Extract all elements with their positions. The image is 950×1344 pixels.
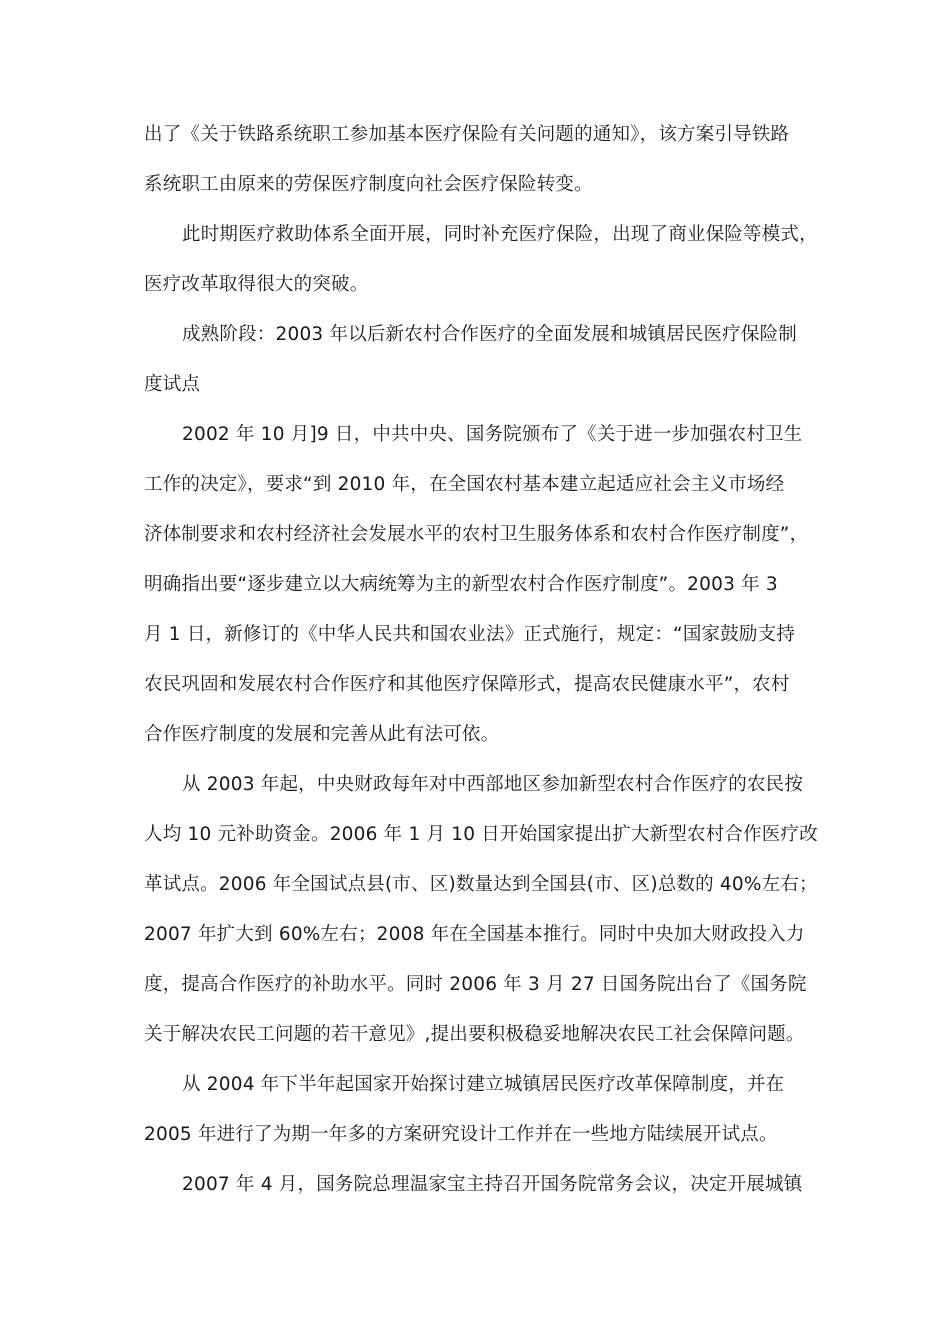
text-line: 出了《关于铁路系统职工参加基本医疗保险有关问题的通知》，该方案引导铁路 [144, 124, 790, 145]
text-line: 此时期医疗救助体系全面开展，同时补充医疗保险，出现了商业保险等模式， [182, 224, 818, 245]
text-line: 成熟阶段：2003 年以后新农村合作医疗的全面发展和城镇居民医疗保险制 [182, 324, 797, 345]
text-line: 济体制要求和农村经济社会发展水平的农村卫生服务体系和农村合作医疗制度”， [144, 524, 809, 545]
text-line: 2007 年扩大到 60%左右；2008 年在全国基本推行。同时中央加大财政投入力 [144, 924, 805, 945]
text-line: 医疗改革取得很大的突破。 [144, 274, 369, 295]
text-line: 度试点 [144, 374, 201, 395]
text-line: 明确指出要“逐步建立以大病统筹为主的新型农村合作医疗制度”。2003 年 3 [144, 574, 778, 595]
text-line: 2002 年 10 月]9 日，中共中央、国务院颁布了《关于进一步加强农村卫生 [182, 424, 803, 445]
text-line: 合作医疗制度的发展和完善从此有法可依。 [144, 724, 500, 745]
text-line: 从 2004 年下半年起国家开始探讨建立城镇居民医疗改革保障制度，并在 [182, 1074, 785, 1095]
text-line: 革试点。2006 年全国试点县(市、区)数量达到全国县(市、区)总数的 40%左右； [144, 874, 818, 895]
text-line: 度，提高合作医疗的补助水平。同时 2006 年 3 月 27 日国务院出台了《国务院 [144, 974, 807, 995]
text-line: 系统职工由原来的劳保医疗制度向社会医疗保险转变。 [144, 174, 593, 195]
text-line: 人均 10 元补助资金。2006 年 1 月 10 日开始国家提出扩大新型农村合作医疗改 [144, 824, 818, 845]
text-line: 从 2003 年起，中央财政每年对中西部地区参加新型农村合作医疗的农民按 [182, 774, 804, 795]
text-line: 2007 年 4 月，国务院总理温家宝主持召开国务院常务会议，决定开展城镇 [182, 1174, 803, 1195]
text-line: 工作的决定》，要求“到 2010 年，在全国农村基本建立起适应社会主义市场经 [144, 474, 785, 495]
text-line: 2005 年进行了为期一年多的方案研究设计工作并在一些地方陆续展开试点。 [144, 1124, 778, 1145]
text-line: 月 1 日，新修订的《中华人民共和国农业法》正式施行，规定：“国家鼓励支持 [144, 624, 796, 645]
text-line: 农民巩固和发展农村合作医疗和其他医疗保障形式，提高农民健康水平”，农村 [144, 674, 790, 695]
text-line: 关于解决农民工问题的若干意见》,提出要积极稳妥地解决农民工社会保障问题。 [144, 1024, 805, 1045]
